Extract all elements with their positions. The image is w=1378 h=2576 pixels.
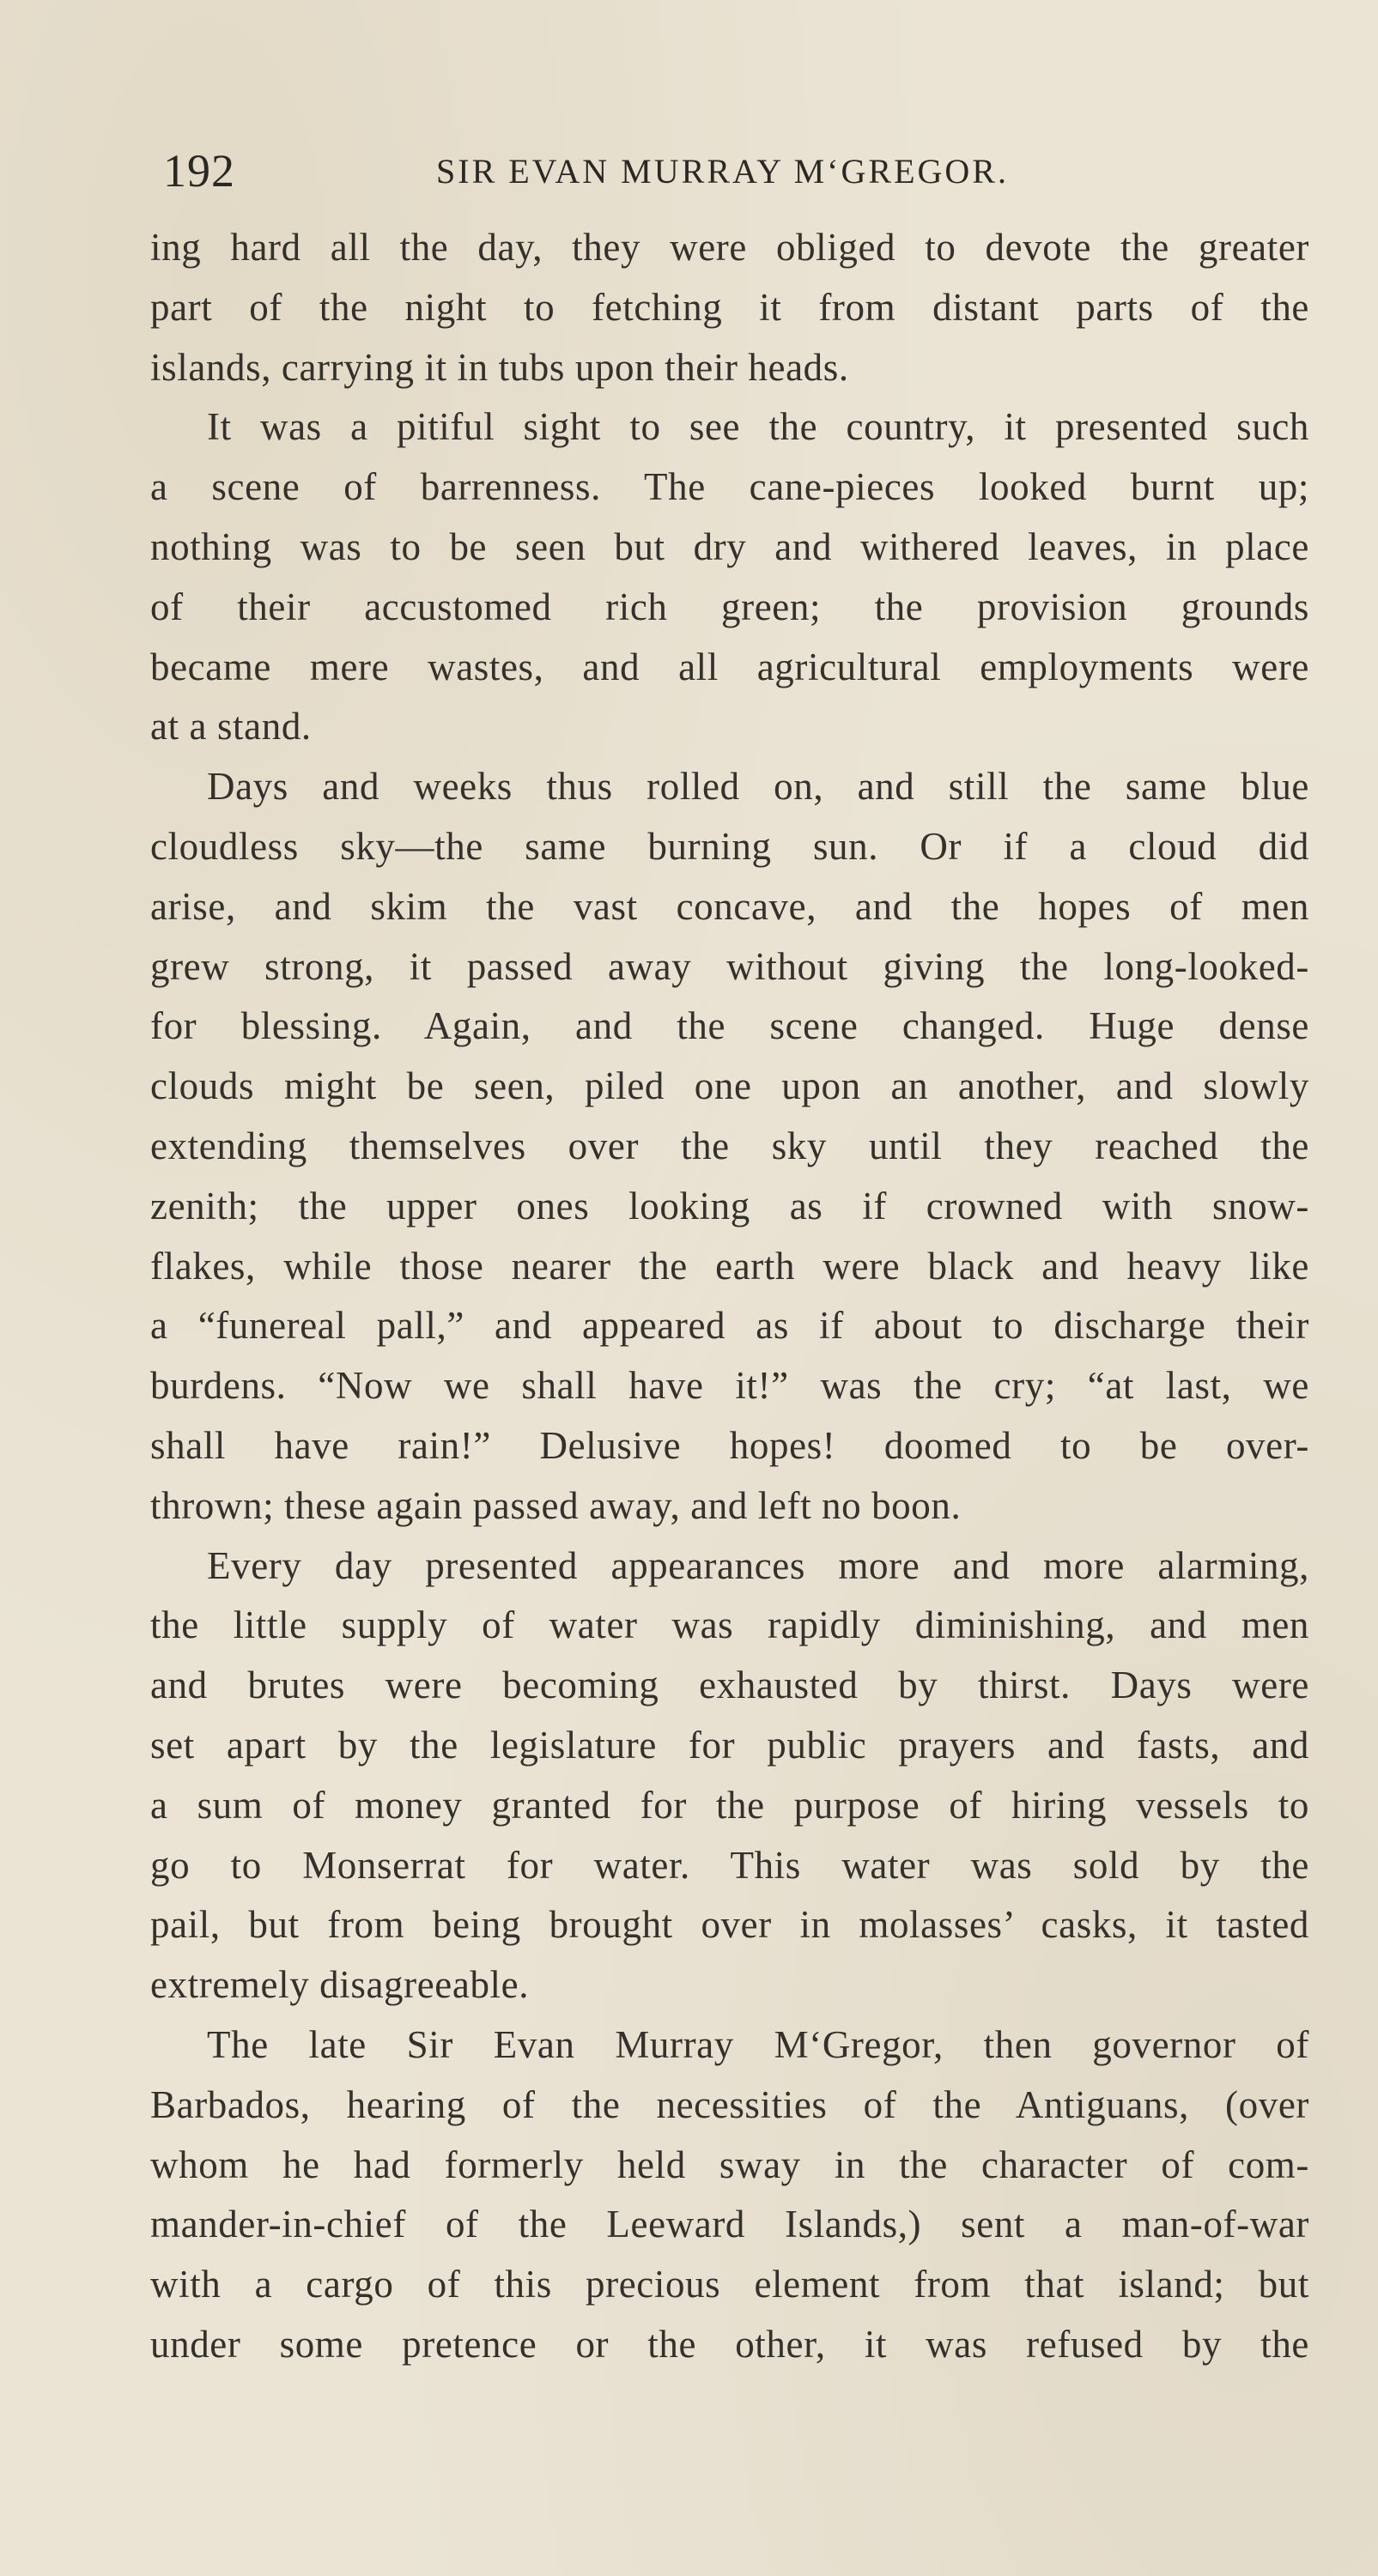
- text-line: and brutes were becoming exhausted by thirst. Days were: [150, 1664, 1309, 1707]
- text-line: of their accustomed rich green; the provision grounds: [150, 585, 1309, 628]
- text-line: ing hard all the day, they were obliged to devote the greater: [150, 226, 1309, 269]
- text-line: arise, and skim the vast concave, and the hopes of men: [150, 884, 1309, 928]
- text-line: for blessing. Again, and the scene changed. Huge dense: [150, 1004, 1309, 1048]
- text-line: under some pretence or the other, it was refused by the: [150, 2322, 1309, 2366]
- text-line: whom he had formerly held sway in the character of com-: [150, 2143, 1309, 2186]
- running-head: [163, 144, 1305, 196]
- text-line: islands, carrying it in tubs upon their heads.: [150, 345, 849, 389]
- text-line: Every day presented appearances more and more alarming,: [207, 1543, 1309, 1587]
- text-line: flakes, while those nearer the earth were black and heavy like: [150, 1244, 1309, 1288]
- body-text: [150, 218, 1309, 2375]
- text-line: pail, but from being brought over in molasses’ casks, it tasted: [150, 1903, 1309, 1947]
- text-line: a sum of money granted for the purpose of hiring vessels to: [150, 1783, 1309, 1827]
- text-line: clouds might be seen, piled one upon an another, and slowly: [150, 1064, 1309, 1108]
- text-line: grew strong, it passed away without giving the long-looked-: [150, 944, 1309, 988]
- text-line: nothing was to be seen but dry and withered leaves, in place: [150, 524, 1309, 568]
- text-line: Days and weeks thus rolled on, and still the same blue: [207, 765, 1309, 809]
- text-line: burdens. “Now we shall have it!” was the cry; “at last, we: [150, 1364, 1309, 1408]
- text-line: became mere wastes, and all agricultural employments were: [150, 645, 1309, 688]
- text-line: It was a pitiful sight to see the country, it presented such: [207, 405, 1309, 449]
- text-line: shall have rain!” Delusive hopes! doomed to be over-: [150, 1423, 1309, 1467]
- page-number: 192: [163, 145, 235, 197]
- text-line: set apart by the legislature for public prayers and fasts, and: [150, 1723, 1309, 1767]
- text-line: cloudless sky—the same burning sun. Or if a cloud did: [150, 824, 1309, 868]
- text-line: extending themselves over the sky until they reached the: [150, 1124, 1309, 1167]
- text-line: a scene of barrenness. The cane-pieces looked burnt up;: [150, 465, 1309, 509]
- text-line: Barbados, hearing of the necessities of the Antiguans, (over: [150, 2082, 1309, 2126]
- text-line: part of the night to fetching it from distant parts of the: [150, 285, 1309, 329]
- running-title: SIR EVAN MURRAY M‘GREGOR.: [436, 152, 1009, 191]
- text-line: a “funereal pall,” and appeared as if about to discharge their: [150, 1304, 1309, 1348]
- text-line: mander-in-chief of the Leeward Islands,) sent a man-of-war: [150, 2203, 1309, 2246]
- text-line: the little supply of water was rapidly diminishing, and men: [150, 1603, 1309, 1647]
- text-line: with a cargo of this precious element from that island; but: [150, 2263, 1309, 2306]
- text-line: thrown; these again passed away, and left no boon.: [150, 1483, 962, 1527]
- text-line: zenith; the upper ones looking as if crowned with snow-: [150, 1184, 1309, 1227]
- text-line: The late Sir Evan Murray M‘Gregor, then governor of: [207, 2022, 1309, 2066]
- text-line: go to Monserrat for water. This water was sold by the: [150, 1843, 1309, 1887]
- text-line: at a stand.: [150, 705, 312, 749]
- text-line: extremely disagreeable.: [150, 1963, 530, 2007]
